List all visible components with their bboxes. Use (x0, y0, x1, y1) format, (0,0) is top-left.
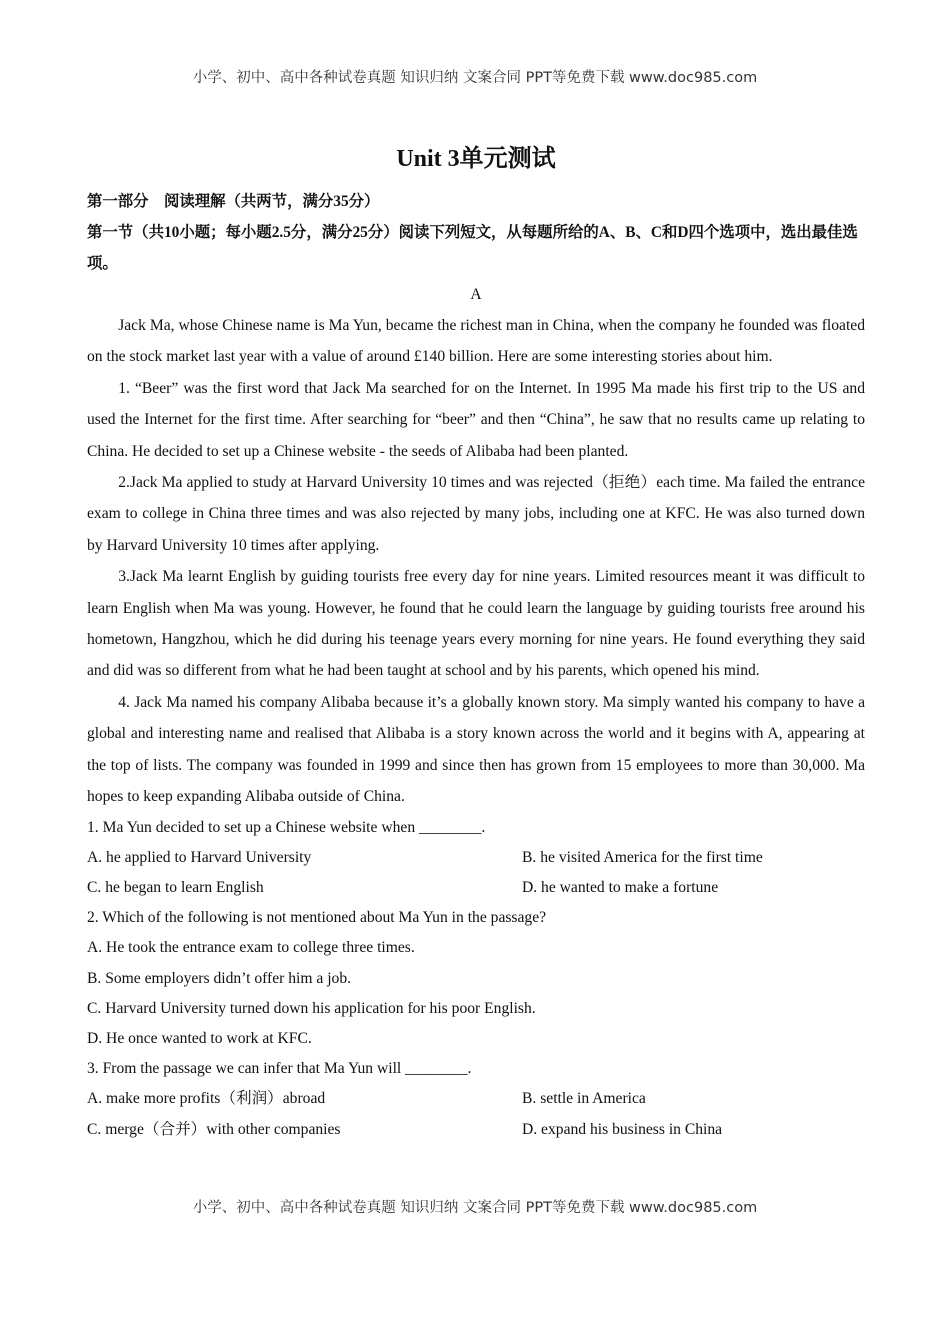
option-a: A. he applied to Harvard University (87, 848, 312, 866)
question-stem: 3. From the passage we can infer that Ma Yun will ________. (87, 1060, 472, 1078)
passage-paragraph: 2.Jack Ma applied to study at Harvard University 10 times and was rejected（拒绝）each time. Ma failed the entrance exam to college in China three times and was also rejected by many jobs, including one at KFC. He was also turned down by Harvard University 10 times after applying. (87, 474, 865, 554)
option-row (87, 1115, 865, 1145)
option-a: A. He took the entrance exam to college three times. (87, 939, 415, 957)
option-b: B. Some employers didn’t offer him a job. (87, 969, 352, 987)
passage-letter: A (470, 286, 482, 303)
option-d: D. He once wanted to work at KFC. (87, 1029, 312, 1047)
option-a: A. make more profits（利润）abroad (87, 1090, 326, 1108)
option-row (87, 1084, 865, 1114)
option-d: D. he wanted to make a fortune (522, 878, 719, 896)
question-stem: 2. Which of the following is not mentioned about Ma Yun in the passage? (87, 909, 547, 927)
option-b: B. settle in America (522, 1090, 646, 1108)
section-heading: 第一节（共10小题；每小题2.5分，满分25分）阅读下列短文，从每题所给的A、B、C和D四个选项中，选出最佳选项。 (87, 224, 858, 272)
part-heading: 第一部分 阅读理解（共两节，满分35分） (87, 193, 380, 210)
page-footer: 小学、初中、高中各种试卷真题 知识归纳 文案合同 PPT等免费下载 www.doc985.com (192, 1200, 758, 1216)
page-header: 小学、初中、高中各种试卷真题 知识归纳 文案合同 PPT等免费下载 www.doc985.com (192, 70, 758, 86)
passage-paragraph: 4. Jack Ma named his company Alibaba because it’s a globally known story. Ma simply wanted his company to have a global and interesting name and realised that Alibaba is a story known across the world and it begins with A, appearing at the top of lists. The company was founded in 1999 and since then has grown from 15 employees to more than 30,000. Ma hopes to keep expanding Alibaba outside of China. (87, 693, 865, 806)
option-row (87, 873, 865, 903)
option-c: C. he began to learn English (87, 878, 264, 896)
option-d: D. expand his business in China (522, 1120, 723, 1138)
question-stem: 1. Ma Yun decided to set up a Chinese website when ________. (87, 818, 486, 836)
passage-paragraph: Jack Ma, whose Chinese name is Ma Yun, became the richest man in China, when the company he founded was floated on the stock market last year with a value of around £140 billion. Here are some interesting stories about him. (87, 317, 865, 366)
option-b: B. he visited America for the first time (522, 848, 763, 866)
passage-paragraph: 3.Jack Ma learnt English by guiding tourists free every day for nine years. Limited resources meant it was difficult to learn English when Ma was young. However, he found that he could learn the language by guiding tourists free around his hometown, Hangzhou, which he did during his teenage years every morning for nine years. He found everything they said and did was so different from what he had been taught at school and by his parents, which opened his mind. (87, 568, 865, 680)
option-c: C. merge（合并）with other companies (87, 1120, 341, 1138)
option-row (87, 843, 865, 873)
option-c: C. Harvard University turned down his application for his poor English. (87, 999, 536, 1017)
page-title: Unit 3单元测试 (396, 146, 556, 172)
document-body (87, 142, 865, 1145)
passage-paragraph: 1. “Beer” was the first word that Jack Ma searched for on the Internet. In 1995 Ma made his first trip to the US and used the Internet for the first time. After searching for “beer” and then “China”, he saw that no results came up relating to China. He decided to set up a Chinese website - the seeds of Alibaba had been planted. (87, 379, 865, 460)
